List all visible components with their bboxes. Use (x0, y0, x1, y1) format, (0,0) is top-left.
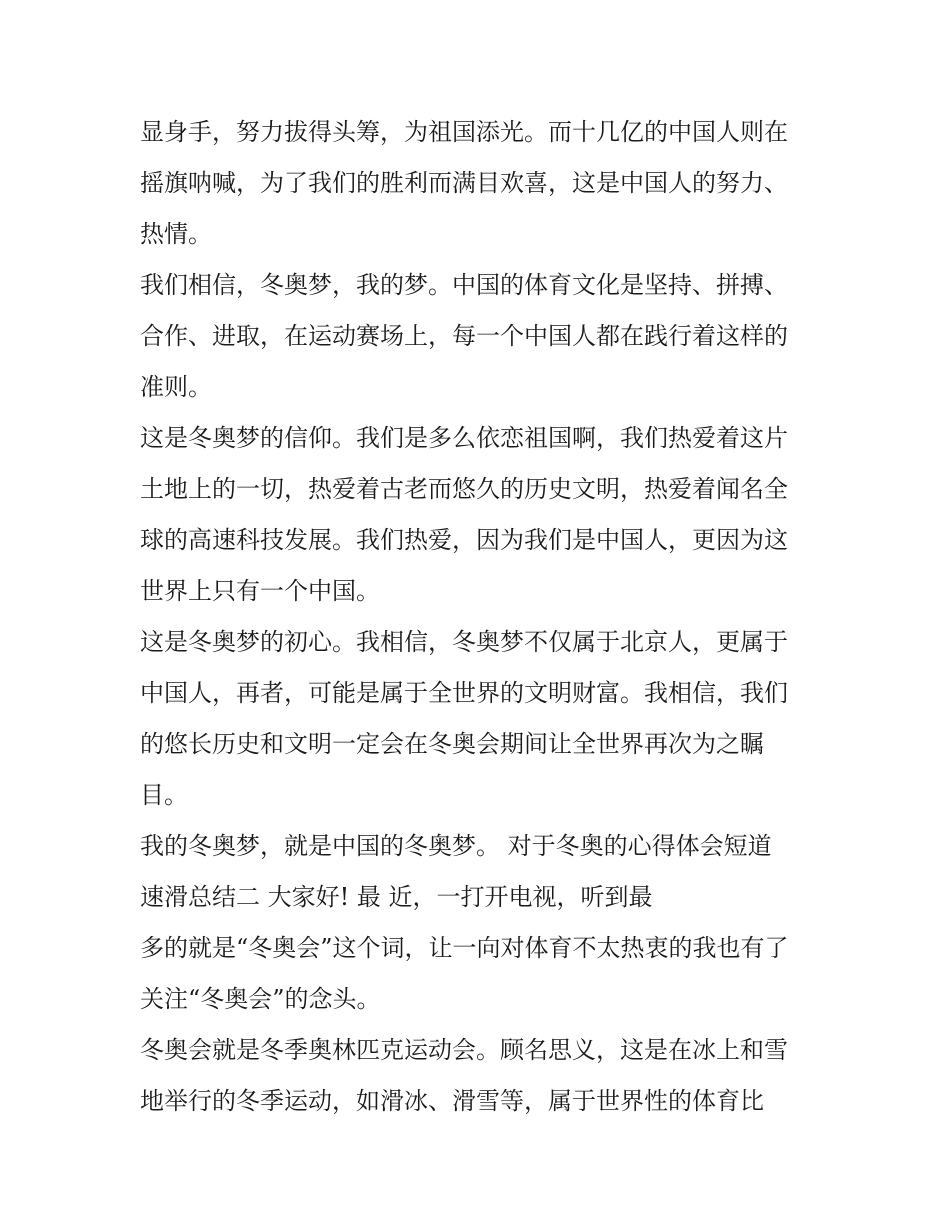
text-line: 准则。 (140, 373, 212, 401)
text-line: 球的高速科技发展。我们热爱，因为我们是中国人，更因为这 (140, 526, 788, 554)
text-line: 合作、进取，在运动赛场上，每一个中国人都在践行着这样的 (140, 322, 788, 350)
text-line: 关注“冬奥会”的念头。 (140, 985, 381, 1013)
text-line: 我们相信，冬奥梦，我的梦。中国的体育文化是坚持、拼搏、 (140, 271, 788, 299)
text-line: 冬奥会就是冬季奥林匹克运动会。顾名思义，这是在冰上和雪 (140, 1036, 788, 1064)
text-line: 的悠长历史和文明一定会在冬奥会期间让全世界再次为之瞩 (140, 730, 764, 758)
text-line: 多的就是“冬奥会”这个词，让一向对体育不太热衷的我也有了 (140, 934, 789, 962)
text-line: 世界上只有一个中国。 (140, 577, 380, 605)
text-line: 土地上的一切，热爱着古老而悠久的历史文明，热爱着闻名全 (140, 475, 788, 503)
text-line: 这是冬奥梦的信仰。我们是多么依恋祖国啊，我们热爱着这片 (140, 424, 788, 452)
text-line: 我的冬奥梦，就是中国的冬奥梦。 对于冬奥的心得体会短道 (140, 832, 772, 860)
text-line: 显身手，努力拔得头筹，为祖国添光。而十几亿的中国人则在 (140, 118, 788, 146)
text-line: 速滑总结二 大家好! 最 近，一打开电视，听到最 (140, 883, 653, 911)
text-line: 热情。 (140, 220, 212, 248)
text-line: 地举行的冬季运动，如滑冰、滑雪等，属于世界性的体育比 (140, 1087, 764, 1115)
text-line: 中国人，再者，可能是属于全世界的文明财富。我相信，我们 (140, 679, 788, 707)
text-line: 这是冬奥梦的初心。我相信，冬奥梦不仅属于北京人，更属于 (140, 628, 788, 656)
text-line: 目。 (140, 781, 188, 809)
text-line: 摇旗呐喊，为了我们的胜利而满目欢喜，这是中国人的努力、 (140, 169, 788, 197)
body-text (140, 107, 820, 1127)
